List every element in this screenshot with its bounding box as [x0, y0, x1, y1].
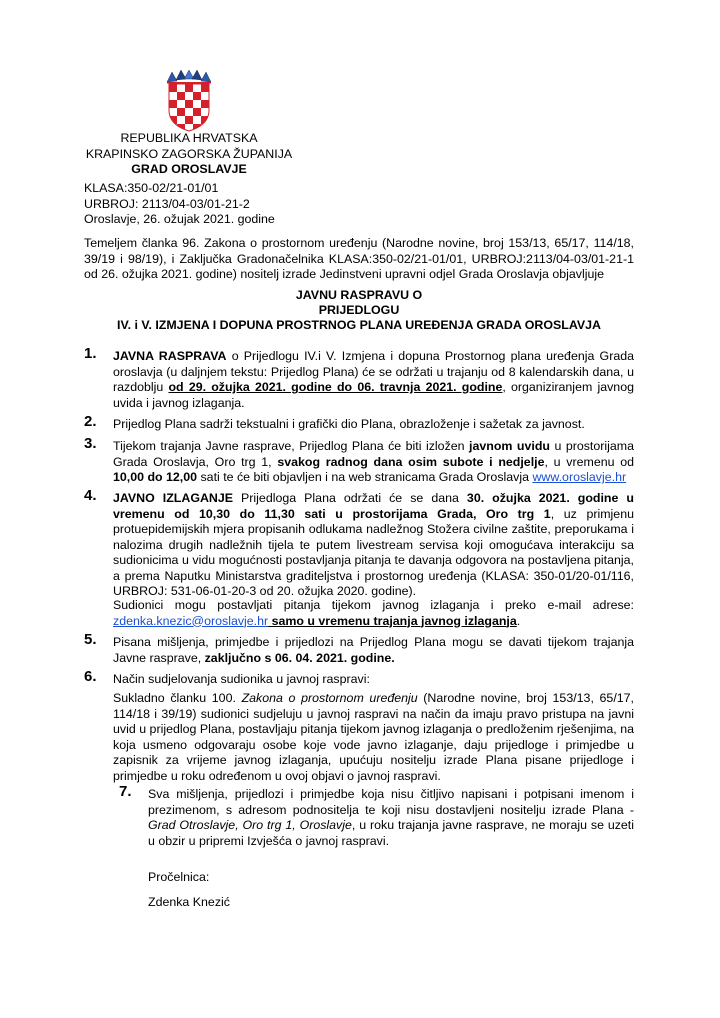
text-run: Prijedloga Plana održati će se dana — [233, 491, 467, 505]
item-number: 6. — [84, 668, 97, 685]
text-run: (Narodne novine, broj 153/13, 65/17, 114/18 i 39/19) sudionici sudjeluju u javnoj raspravi na način da imaju pravo pristupa na javni uvid u prijedlog Plana, postavljaju pitanja tijekom javnog izlaganja o predloženim rješenjima, na koja usmeno odgovaraju osobe koje vode javno izlaganje, daju prijedloge i primjedbe u zapisnik za vrijeme javnog izlaganja, upućuju nositelju izrade Plana pisane prijedloge i primjedbe u roku određenom u ovoj objavi o javnoj raspravi. — [113, 691, 634, 783]
signature-role: Pročelnica: — [148, 870, 210, 884]
item-text — [113, 349, 634, 411]
item-number: 4. — [84, 487, 97, 504]
bold-phrase: JAVNA RASPRAVA — [113, 349, 227, 363]
signature-name: Zdenka Knezić — [148, 895, 230, 909]
title-line-1: JAVNU RASPRAVU O — [295, 288, 423, 302]
item-text: Prijedlog Plana sadrži tekstualni i grafički dio Plana, obrazloženje i sažetak za javnost. — [113, 417, 585, 431]
item-text — [113, 635, 634, 666]
item-text: Način sudjelovanja sudionika u javnoj raspravi: — [113, 672, 370, 686]
text-run: Sudionici mogu postavljati pitanja tijekom javnog izlaganja i preko e-mail adrese: — [113, 598, 634, 612]
bold-phrase: zaključno s 06. 04. 2021. godine. — [204, 650, 395, 665]
bold-phrase: 10,00 do 12,00 — [113, 470, 198, 484]
title-line-2: PRIJEDLOGU — [318, 303, 400, 317]
text-run: u prostorijama Grada Oroslavja, Oro trg 1, — [113, 439, 634, 469]
intro-paragraph: Temeljem članka 96. Zakona o prostornom uređenju (Narodne novine, broj 153/13, 65/17, 114/18, 39/19 i 98/19), i Zaključka Gradonačelnika KLASA:350-02/21-01/01, URBROJ:2113/04-03/01-21-1 od 26. ožujka 2021. godine) nositelj izrade Jedinstveni upravni odjel Grada Oroslavja objavljuje — [84, 236, 634, 281]
bold-phrase: samo u vremenu trajanja javnog izlaganja — [268, 613, 517, 628]
text-run: , u vremenu od — [544, 454, 635, 469]
bold-phrase: javnom uvidu — [469, 439, 550, 453]
text-run: sati te će biti objavljen i na web stranicama Grada Oroslavja — [197, 470, 533, 484]
text-run: , uz primjenu protuepidemijskih mjera propisanih odlukama nadležnog Stožera civilne zaštite, preporukama i nalozima drugih nadležnih tijela te putem livestream servisa koji omogućava interakciju sa sudionicima u vidu mogućnosti postavljanja pitanja te davanja odgovora na postavljena pitanja, a prema Naputku Ministarstva graditeljstva i prostornog uređenja (KLASA: 350-01/20-01/116, URBROJ: 531-06-01-20-3 od 20. ožujka 2020. godine). — [113, 506, 634, 598]
text-run: , organiziranjem javnog uvida i javnog izlaganja. — [113, 380, 634, 410]
item-6-detail-paragraph — [113, 691, 634, 784]
website-link[interactable]: www.oroslavje.hr — [532, 470, 627, 484]
item-text — [148, 787, 634, 849]
item-text — [113, 439, 634, 486]
header-county: KRAPINSKO ZAGORSKA ŽUPANIJA — [85, 146, 293, 161]
bold-phrase: 30. ožujka 2021. godine u vremenu od 10,30 do 11,30 sati u prostorijama Grada, Oro trg 1 — [113, 491, 634, 521]
text-run: Pisana mišljenja, primjedbe i prijedlozi na Prijedlog Plana mogu se davati tijekom trajanja Javne rasprave, — [113, 635, 634, 665]
bold-phrase: JAVNO IZLAGANJE — [113, 491, 234, 505]
croatian-coat-of-arms-icon — [163, 70, 215, 132]
document-title — [84, 288, 634, 333]
email-link[interactable]: zdenka.knezic@oroslavje.hr — [113, 613, 269, 628]
text-run: , u roku trajanja javne rasprave, ne moraju se uzeti u obzir u pripremi Izvješća o javnoj raspravi. — [148, 818, 634, 848]
item-number: 2. — [84, 413, 97, 430]
italic-phrase: Zakona o prostornom uređenju — [241, 691, 418, 705]
item-4-email-paragraph — [113, 598, 634, 629]
meta-urbroj: URBROJ: 2113/04-03/01-21-2 — [84, 196, 250, 211]
text-run: Sukladno članku 100. — [113, 691, 242, 705]
title-line-3: IV. i V. IZMJENA I DOPUNA PROSTRNOG PLANA UREĐENJA GRADA OROSLAVJA — [117, 318, 601, 332]
header-city: GRAD OROSLAVJE — [131, 162, 247, 176]
period-phrase: od 29. ožujka 2021. godine do 06. travnja 2021. godine — [168, 380, 503, 394]
meta-place-date: Oroslavje, 26. ožujak 2021. godine — [84, 212, 275, 226]
header-republic: REPUBLIKA HRVATSKA — [120, 131, 258, 145]
item-number: 3. — [84, 435, 97, 452]
item-number: 7. — [119, 783, 132, 800]
issuer-header — [84, 131, 294, 178]
item-number: 1. — [84, 345, 97, 362]
item-number: 5. — [84, 631, 97, 648]
document-meta — [84, 181, 275, 228]
text-run: Sva mišljenja, prijedlozi i primjedbe koja nisu čitljivo napisani i potpisani imenom i prezimenom, s adresom podnositelja te koji nisu dostavljeni nositelju izrade Plana - — [148, 787, 634, 817]
text-run: . — [516, 613, 521, 628]
italic-phrase: Grad Otroslavje, Oro trg 1, Oroslavje — [148, 818, 352, 832]
bold-phrase: svakog radnog dana osim subote i nedjelje — [277, 454, 545, 469]
meta-klasa: KLASA:350-02/21-01/01 — [84, 181, 219, 195]
text-run: o Prijedlogu IV.i V. Izmjena i dopuna Prostornog plana uređenja Grada oroslavja (u daljnjem tekstu: Prijedlog Plana) će se održati u trajanju od 8 kalendarskih dana, u razdoblju — [113, 349, 634, 394]
text-run: Tijekom trajanja Javne rasprave, Prijedlog Plana će biti izložen — [113, 439, 470, 453]
item-text — [113, 491, 634, 600]
